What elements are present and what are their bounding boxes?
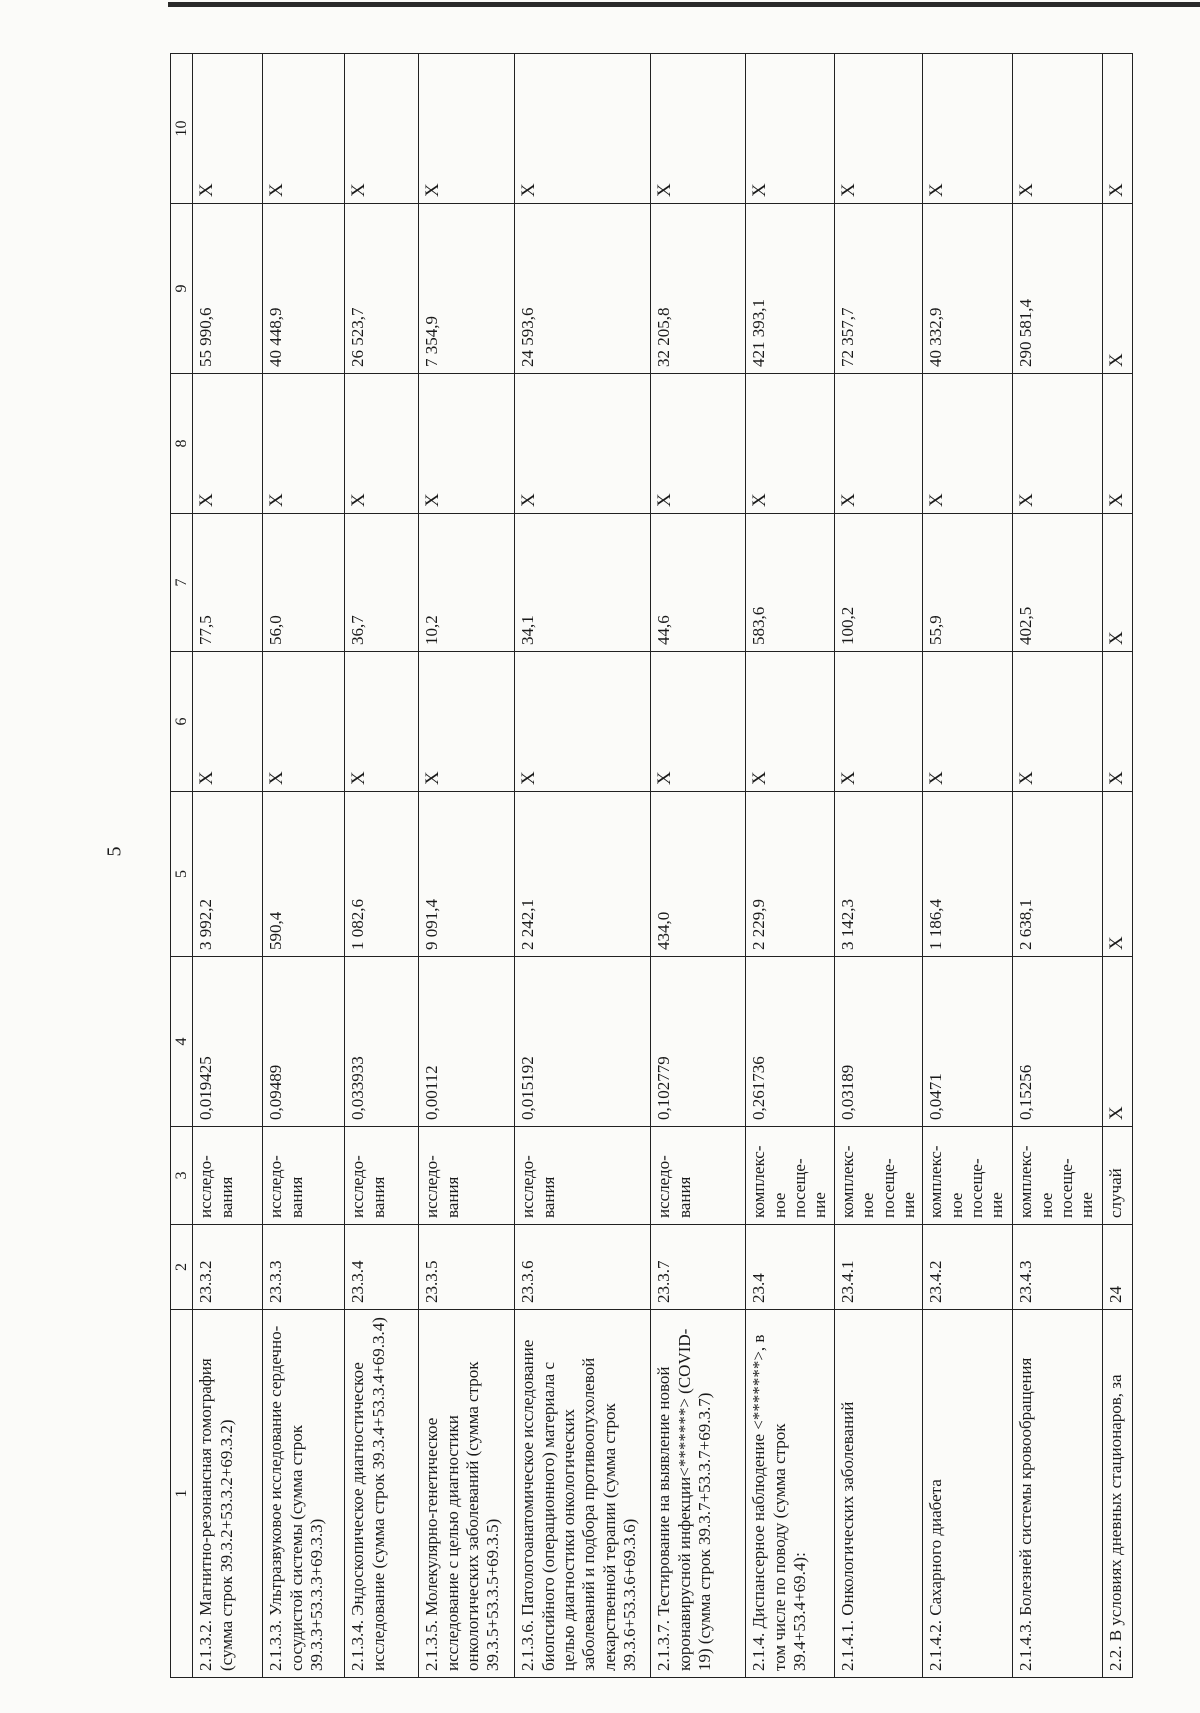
value-cell: 55 990,6	[193, 204, 263, 374]
unit-cell: исследо-вания	[193, 1127, 263, 1225]
x-mark-cell: Х	[515, 652, 651, 792]
row-code: 23.3.3	[263, 1225, 345, 1310]
column-header: 6	[171, 652, 193, 792]
x-mark-cell: Х	[263, 54, 345, 204]
row-code: 23.3.7	[651, 1225, 746, 1310]
value-cell: 0,00112	[419, 957, 515, 1127]
value-cell: 0,015192	[515, 957, 651, 1127]
table-row	[834, 54, 923, 1678]
value-cell: 56,0	[263, 514, 345, 652]
value-cell: 26 523,7	[345, 204, 419, 374]
unit-cell: исследо-вания	[263, 1127, 345, 1225]
x-mark-cell: Х	[1103, 54, 1133, 204]
value-cell: 0,0471	[923, 957, 1013, 1127]
value-cell: 0,102779	[651, 957, 746, 1127]
value-cell: 100,2	[834, 514, 923, 652]
x-mark-cell: Х	[923, 54, 1013, 204]
value-cell: 2 242,1	[515, 792, 651, 957]
x-mark-cell: Х	[419, 54, 515, 204]
unit-cell: случай	[1103, 1127, 1133, 1225]
value-cell: 0,019425	[193, 957, 263, 1127]
table-row	[1103, 54, 1133, 1678]
column-header: 5	[171, 792, 193, 957]
row-code: 23.3.4	[345, 1225, 419, 1310]
value-cell: 0,15256	[1013, 957, 1103, 1127]
value-cell: 0,09489	[263, 957, 345, 1127]
row-label: 2.1.3.5. Молекулярно-генетическое исследование с целью диагностики онкологических заболеваний (сумма строк 39.3.5+53.3.5+69.3.5)	[419, 1310, 515, 1678]
x-mark-cell: Х	[834, 374, 923, 514]
table-row	[746, 54, 835, 1678]
row-code: 23.3.5	[419, 1225, 515, 1310]
column-header: 8	[171, 374, 193, 514]
x-mark-cell: Х	[923, 374, 1013, 514]
value-cell: 77,5	[193, 514, 263, 652]
table-row	[923, 54, 1013, 1678]
value-cell: 434,0	[651, 792, 746, 957]
x-mark-cell: Х	[1013, 652, 1103, 792]
table-row	[651, 54, 746, 1678]
value-cell: 55,9	[923, 514, 1013, 652]
value-cell: 590,4	[263, 792, 345, 957]
value-cell: 9 091,4	[419, 792, 515, 957]
table-row	[193, 54, 263, 1678]
x-mark-cell: Х	[345, 54, 419, 204]
x-mark-cell: Х	[651, 652, 746, 792]
value-cell: 34,1	[515, 514, 651, 652]
x-mark-cell: Х	[651, 374, 746, 514]
row-label: 2.1.3.6. Патологоанатомическое исследование биопсийного (операционного) материала с целью диагностики онкологических заболеваний и подбора противоопухолевой лекарственной терапии (сумма строк 39.3.6+53.3.6+69.3.6)	[515, 1310, 651, 1678]
row-label: 2.1.3.7. Тестирование на выявление новой коронавирусной инфекции<*******> (COVID-19) (сумма строк 39.3.7+53.3.7+69.3.7)	[651, 1310, 746, 1678]
unit-cell: исследо-вания	[651, 1127, 746, 1225]
unit-cell: комплекс-ное посеще-ние	[834, 1127, 923, 1225]
table-row	[1013, 54, 1103, 1678]
value-cell: 402,5	[1013, 514, 1103, 652]
value-cell: 583,6	[746, 514, 835, 652]
row-code: 24	[1103, 1225, 1133, 1310]
x-mark-cell: Х	[193, 374, 263, 514]
value-cell: 32 205,8	[651, 204, 746, 374]
value-cell: 2 229,9	[746, 792, 835, 957]
x-mark-cell: Х	[263, 374, 345, 514]
row-label: 2.2. В условиях дневных стационаров, за	[1103, 1310, 1133, 1678]
unit-cell: исследо-вания	[345, 1127, 419, 1225]
unit-cell: комплекс-ное посеще-ние	[746, 1127, 835, 1225]
unit-cell: комплекс-ное посеще-ние	[923, 1127, 1013, 1225]
x-mark-cell: Х	[834, 54, 923, 204]
column-header: 3	[171, 1127, 193, 1225]
x-mark-cell: Х	[193, 54, 263, 204]
unit-cell: комплекс-ное посеще-ние	[1013, 1127, 1103, 1225]
row-code: 23.4	[746, 1225, 835, 1310]
x-mark-cell: Х	[515, 374, 651, 514]
row-code: 23.3.2	[193, 1225, 263, 1310]
x-mark-cell: Х	[834, 652, 923, 792]
value-cell: 0,261736	[746, 957, 835, 1127]
value-cell: 40 448,9	[263, 204, 345, 374]
x-mark-cell: Х	[651, 54, 746, 204]
row-code: 23.3.6	[515, 1225, 651, 1310]
column-header: 1	[171, 1310, 193, 1678]
table-row	[515, 54, 651, 1678]
value-cell: 2 638,1	[1013, 792, 1103, 957]
page-number: 5	[103, 846, 126, 857]
value-cell: 290 581,4	[1013, 204, 1103, 374]
x-mark-cell: Х	[746, 54, 835, 204]
column-header: 9	[171, 204, 193, 374]
x-mark-cell: Х	[746, 374, 835, 514]
data-table	[170, 53, 1133, 1678]
x-mark-cell: Х	[419, 652, 515, 792]
value-cell: 3 992,2	[193, 792, 263, 957]
x-mark-cell: Х	[345, 374, 419, 514]
value-cell: 7 354,9	[419, 204, 515, 374]
x-mark-cell: Х	[746, 652, 835, 792]
value-cell: 0,033933	[345, 957, 419, 1127]
column-number-row	[171, 54, 193, 1678]
column-header: 2	[171, 1225, 193, 1310]
row-label: 2.1.4. Диспансерное наблюдение <*******>, в том числе по поводу (сумма строк 39.4+53.4+69.4):	[746, 1310, 835, 1678]
unit-cell: исследо-вания	[419, 1127, 515, 1225]
x-mark-cell: Х	[1103, 792, 1133, 957]
row-label: 2.1.3.2. Магнитно-резонансная томография (сумма строк 39.3.2+53.3.2+69.3.2)	[193, 1310, 263, 1678]
row-label: 2.1.3.4. Эндоскопическое диагностическое исследование (сумма строк 39.3.4+53.3.4+69.3.4)	[345, 1310, 419, 1678]
x-mark-cell: Х	[923, 652, 1013, 792]
x-mark-cell: Х	[345, 652, 419, 792]
value-cell: 421 393,1	[746, 204, 835, 374]
table-row	[345, 54, 419, 1678]
rotated-table-wrapper	[170, 54, 1128, 1678]
x-mark-cell: Х	[1103, 957, 1133, 1127]
column-header: 4	[171, 957, 193, 1127]
row-label: 2.1.3.3. Ультразвуковое исследование сердечно-сосудистой системы (сумма строк 39.3.3+53.3.3+69.3.3)	[263, 1310, 345, 1678]
x-mark-cell: Х	[193, 652, 263, 792]
row-label: 2.1.4.1. Онкологических заболеваний	[834, 1310, 923, 1678]
x-mark-cell: Х	[515, 54, 651, 204]
x-mark-cell: Х	[419, 374, 515, 514]
x-mark-cell: Х	[1013, 54, 1103, 204]
value-cell: 44,6	[651, 514, 746, 652]
row-code: 23.4.2	[923, 1225, 1013, 1310]
value-cell: 24 593,6	[515, 204, 651, 374]
x-mark-cell: Х	[263, 652, 345, 792]
row-label: 2.1.4.2. Сахарного диабета	[923, 1310, 1013, 1678]
value-cell: 1 082,6	[345, 792, 419, 957]
value-cell: 0,03189	[834, 957, 923, 1127]
column-header: 10	[171, 54, 193, 204]
x-mark-cell: Х	[1103, 652, 1133, 792]
value-cell: 1 186,4	[923, 792, 1013, 957]
table-row	[419, 54, 515, 1678]
row-code: 23.4.3	[1013, 1225, 1103, 1310]
table-row	[263, 54, 345, 1678]
value-cell: 72 357,7	[834, 204, 923, 374]
x-mark-cell: Х	[1013, 374, 1103, 514]
column-header: 7	[171, 514, 193, 652]
value-cell: 40 332,9	[923, 204, 1013, 374]
unit-cell: исследо-вания	[515, 1127, 651, 1225]
x-mark-cell: Х	[1103, 374, 1133, 514]
x-mark-cell: Х	[1103, 204, 1133, 374]
top-border-line	[168, 2, 1200, 7]
x-mark-cell: Х	[1103, 514, 1133, 652]
value-cell: 36,7	[345, 514, 419, 652]
value-cell: 3 142,3	[834, 792, 923, 957]
row-label: 2.1.4.3. Болезней системы кровообращения	[1013, 1310, 1103, 1678]
value-cell: 10,2	[419, 514, 515, 652]
row-code: 23.4.1	[834, 1225, 923, 1310]
